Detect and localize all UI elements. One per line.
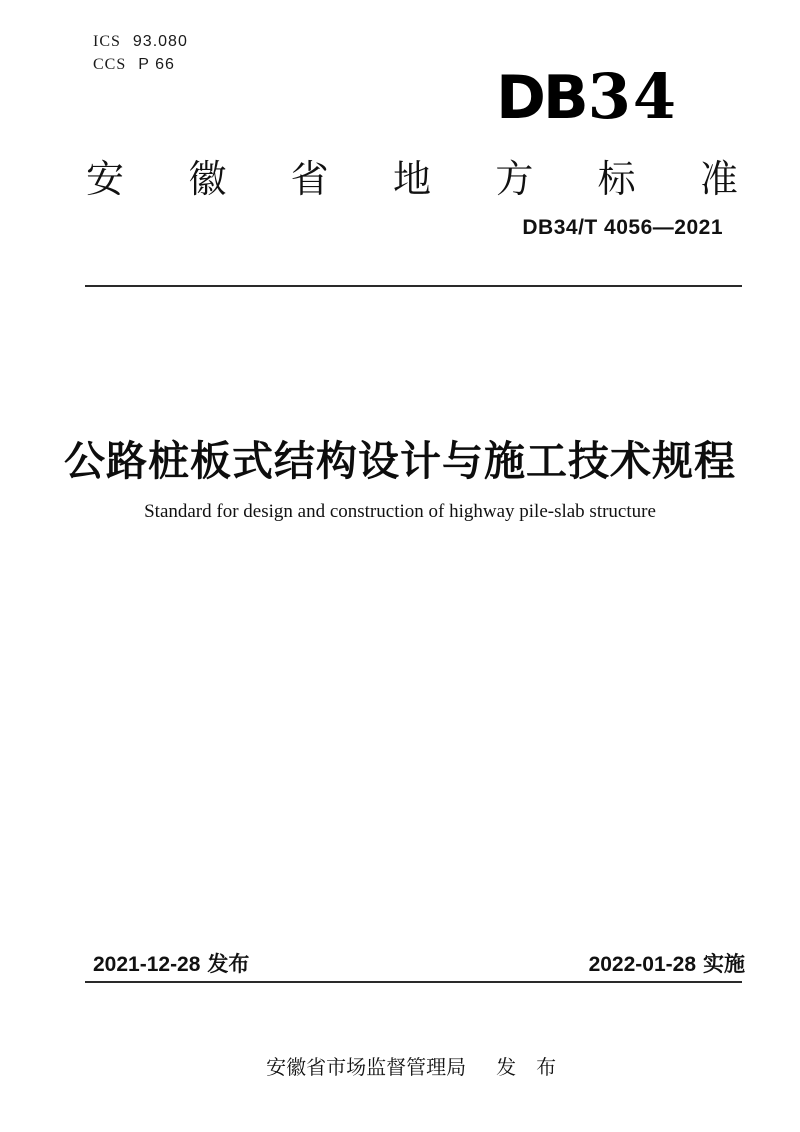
publisher-line xyxy=(0,1028,800,1103)
provincial-standard-band xyxy=(86,148,738,203)
implementation-label: 实施 xyxy=(703,953,745,976)
logo-db-text: DB xyxy=(496,63,586,133)
band-char: 地 xyxy=(392,159,431,201)
bottom-divider xyxy=(85,981,742,983)
issue-date: 2021-12-28 xyxy=(93,953,201,976)
title-english: Standard for design and construction of highway pile-slab structure xyxy=(144,501,656,522)
ics-line xyxy=(93,30,188,53)
dates-row xyxy=(93,948,745,978)
db34-logo xyxy=(496,60,678,133)
band-char: 准 xyxy=(699,159,738,201)
logo-number-text: 34 xyxy=(587,60,678,133)
title-chinese: 公路桩板式结构设计与施工技术规程 xyxy=(64,438,736,484)
classification-codes xyxy=(93,30,188,76)
band-char: 方 xyxy=(495,159,534,201)
band-char: 省 xyxy=(290,159,329,201)
band-char: 徽 xyxy=(188,159,227,201)
standard-number: DB34/T 4056—2021 xyxy=(522,216,723,239)
ccs-line xyxy=(93,53,188,76)
ics-label: ICS xyxy=(93,33,121,50)
ccs-value: P 66 xyxy=(138,56,175,73)
publish-label: 发 布 xyxy=(496,1057,557,1079)
issue-label: 发布 xyxy=(207,953,250,976)
top-divider xyxy=(85,285,742,287)
ics-value: 93.080 xyxy=(132,33,188,50)
implementation-date: 2022-01-28 xyxy=(588,953,696,976)
band-char: 安 xyxy=(86,159,125,201)
publisher-name: 安徽省市场监督管理局 xyxy=(266,1057,467,1079)
implementation-date-group xyxy=(589,948,745,978)
ccs-label: CCS xyxy=(93,56,127,73)
issue-date-group xyxy=(93,948,249,978)
band-char: 标 xyxy=(597,159,636,201)
